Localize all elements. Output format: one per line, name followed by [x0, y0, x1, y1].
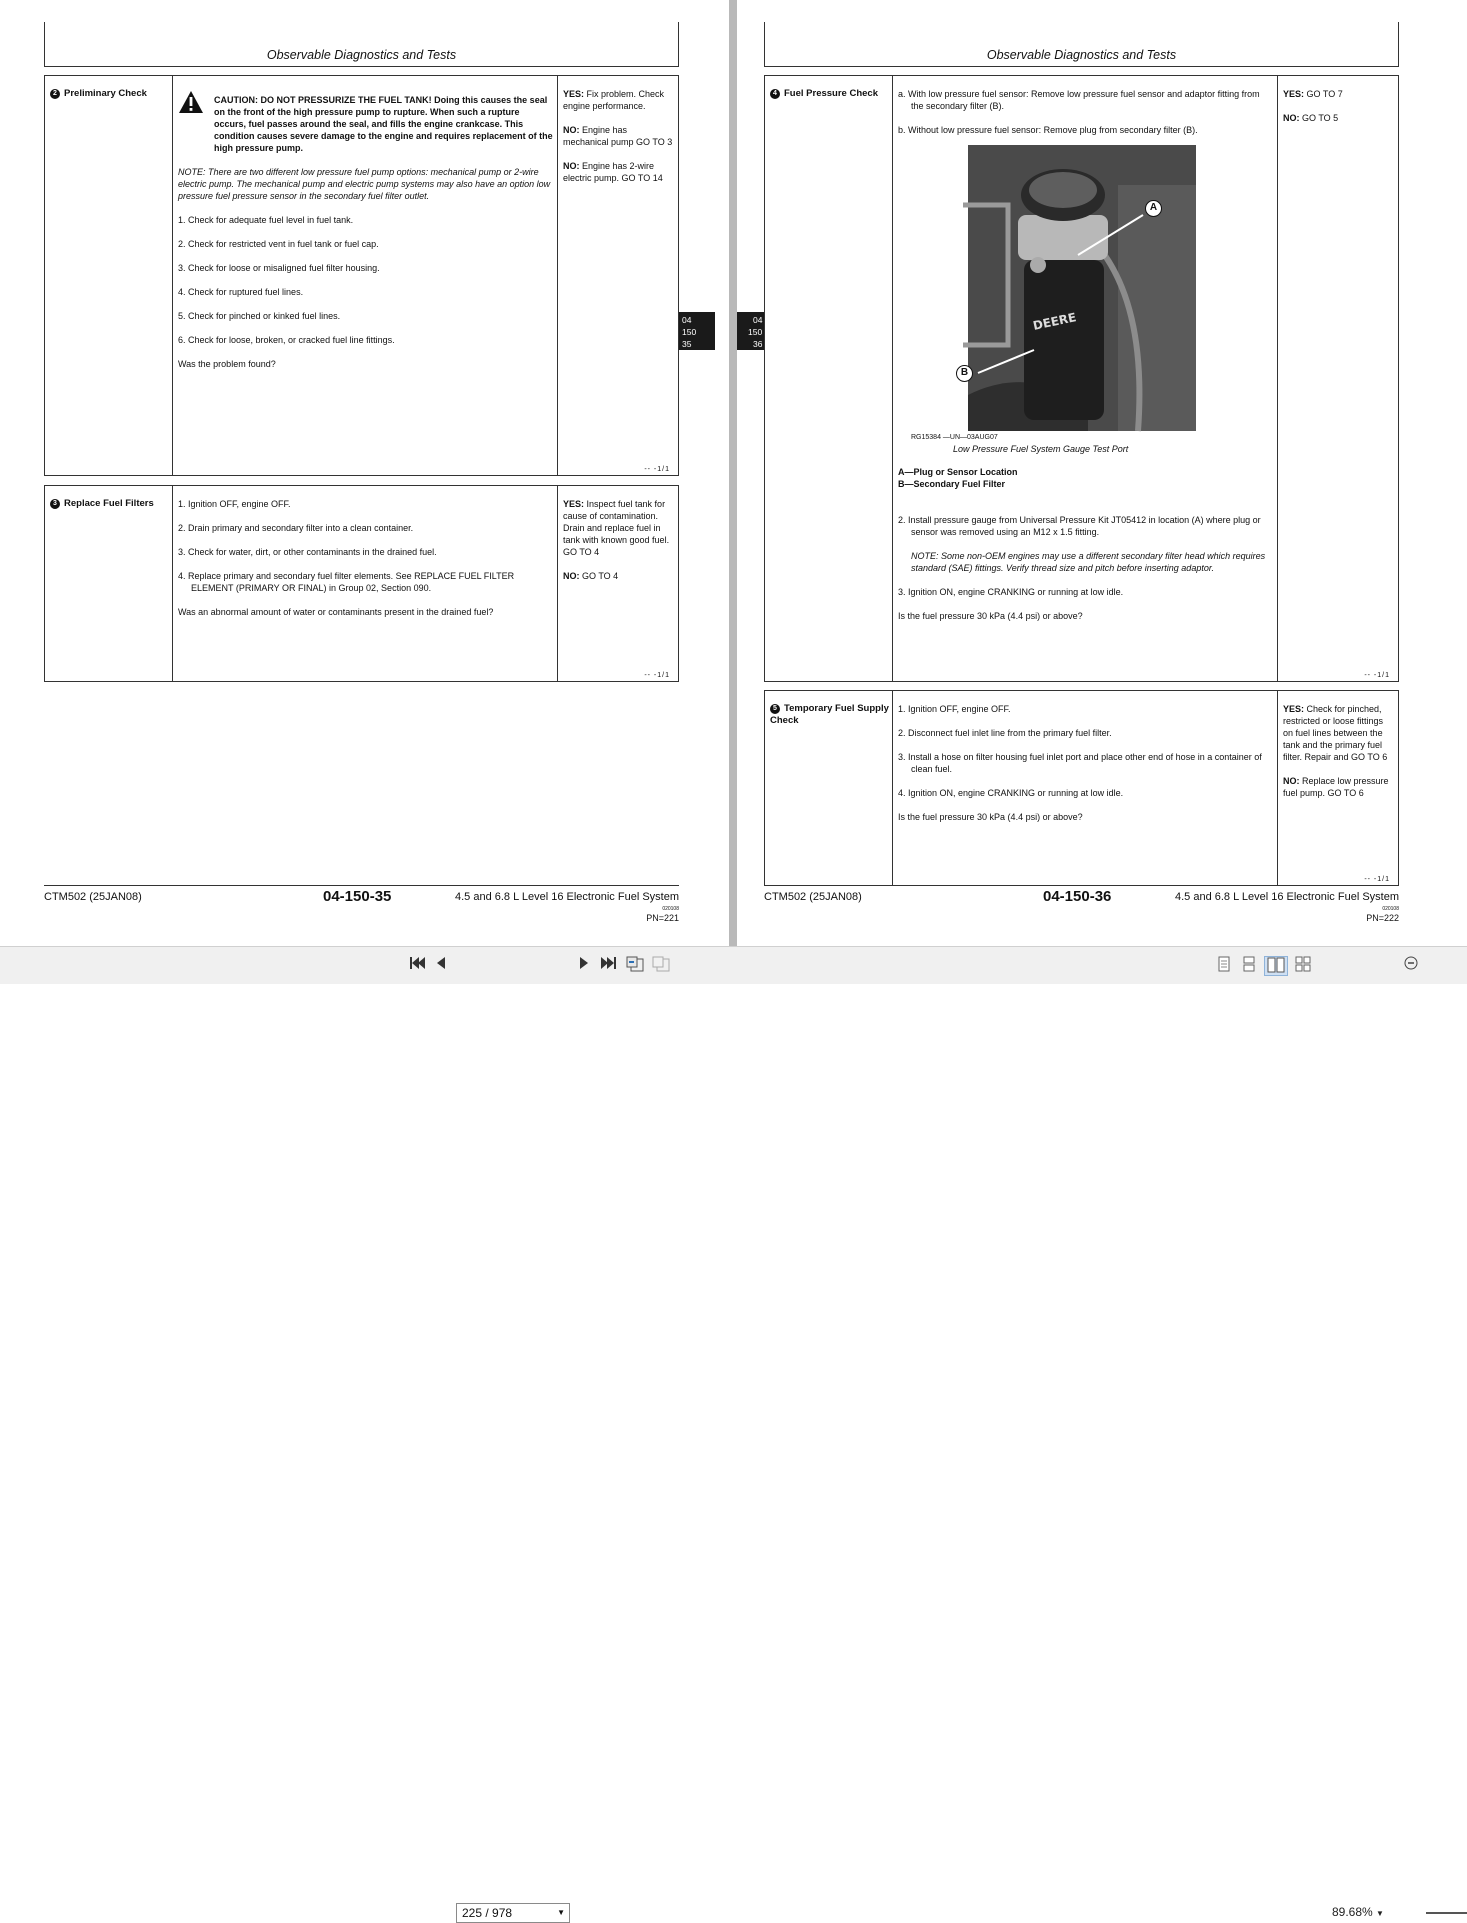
two-page-icon[interactable]	[1264, 956, 1288, 976]
header-title: Observable Diagnostics and Tests	[266, 48, 457, 62]
question-text: Is the fuel pressure 30 kPa (4.4 psi) or above?	[898, 611, 1083, 621]
question-text: Is the fuel pressure 30 kPa (4.4 psi) or above?	[898, 812, 1083, 822]
zoom-out-icon[interactable]	[1402, 956, 1420, 976]
page-left	[0, 0, 729, 946]
step-item: 3. Check for loose or misaligned fuel filter housing.	[178, 263, 380, 273]
answer-item: YES: Inspect fuel tank for cause of contamination. Drain and replace fuel in tank with known good fuel. GO TO 4	[563, 499, 670, 557]
back-view-icon[interactable]	[625, 956, 645, 976]
step-item: 1. Ignition OFF, engine OFF.	[898, 704, 1011, 714]
answers	[563, 498, 674, 594]
answer-item: NO: Replace low pressure fuel pump. GO TO 6	[1283, 776, 1389, 798]
figure-caption: Low Pressure Fuel System Gauge Test Port	[953, 444, 1129, 454]
figure-legend: A—Plug or Sensor Location B—Secondary Fuel Filter	[898, 467, 1018, 489]
two-page-continuous-icon[interactable]	[1294, 956, 1312, 976]
chevron-down-icon[interactable]: ▼	[1376, 1909, 1384, 1918]
header-title: Observable Diagnostics and Tests	[986, 48, 1177, 62]
step-item: 4. Ignition ON, engine CRANKING or running at low idle.	[898, 788, 1124, 798]
footer-page-number: 04-150-35	[323, 888, 392, 905]
warning-icon	[178, 90, 204, 114]
footer-pn: PN=222	[1366, 913, 1399, 923]
end-mark: -- -1/1	[644, 466, 670, 473]
continuous-icon[interactable]	[1240, 956, 1258, 976]
prev-page-icon[interactable]	[432, 956, 450, 976]
section-title: 4 Fuel Pressure Check	[770, 88, 890, 100]
answers	[1283, 88, 1394, 136]
step-item: 4. Replace primary and secondary fuel filter elements. See REPLACE FUEL FILTER ELEMENT (PRIMARY OR FINAL) in Group 02, Section 090.	[178, 571, 515, 593]
callout-a: A	[1145, 200, 1162, 217]
answer-item: YES: GO TO 7	[1283, 89, 1343, 99]
answer-item: YES: Check for pinched, restricted or loose fittings on fuel lines between the tank and the primary fuel filter. Repair and GO TO 6	[1283, 704, 1388, 762]
step-item: 6. Check for loose, broken, or cracked fuel line fittings.	[178, 335, 395, 345]
viewer-toolbar	[0, 946, 1467, 1920]
footer-title: 4.5 and 6.8 L Level 16 Electronic Fuel System	[1175, 891, 1399, 903]
document-viewer[interactable]	[0, 0, 1467, 946]
chevron-down-icon[interactable]: ▼	[557, 1908, 565, 1917]
last-page-icon[interactable]	[598, 956, 620, 976]
step-item: 2. Drain primary and secondary filter into a clean container.	[178, 523, 414, 533]
page-header	[764, 22, 1399, 67]
page-divider	[729, 0, 737, 946]
zoom-slider[interactable]	[1426, 1912, 1467, 1914]
footer-doc-id: CTM502 (25JAN08)	[44, 891, 142, 903]
section-fuel-pressure-check	[764, 75, 1399, 682]
section-tab: 04 150 35	[679, 312, 715, 350]
answers	[563, 88, 674, 196]
note-text: NOTE: There are two different low pressure fuel pump options: mechanical pump or 2-wire electric pump. The mechanical pump and electric pump systems may also have an option low pressure fuel pressure sensor in the secondary fuel filter outlet.	[178, 167, 551, 201]
step-item: 1. Check for adequate fuel level in fuel tank.	[178, 215, 354, 225]
footer-date-code: 020108	[662, 906, 679, 912]
end-mark: -- -1/1	[1364, 876, 1390, 883]
section-title: 2 Preliminary Check	[50, 88, 170, 100]
step-item: b. Without low pressure fuel sensor: Remove plug from secondary filter (B).	[898, 125, 1198, 135]
page-footer	[764, 885, 1399, 930]
single-page-icon[interactable]	[1215, 956, 1233, 976]
answer-item: YES: Fix problem. Check engine performance.	[563, 89, 665, 111]
step-item: 3. Install a hose on filter housing fuel inlet port and place other end of hose in a container of clean fuel.	[898, 752, 1262, 774]
step-item: a. With low pressure fuel sensor: Remove low pressure fuel sensor and adaptor fitting from the secondary filter (B).	[898, 89, 1260, 111]
caution-block: CAUTION: DO NOT PRESSURIZE THE FUEL TANK! Doing this causes the seal on the front of the high pressure pump to rupture. When such a rupture occurs, fuel passes around the seal, and fills the engine crankcase. This condition causes severe damage to the engine and requires replacement of the high pressure pump.	[178, 94, 553, 154]
step-item: 2. Install pressure gauge from Universal Pressure Kit JT05412 in location (A) where plug or sensor was removed using an M12 x 1.5 fitting.	[898, 515, 1261, 537]
fuel-filter-photo	[960, 145, 1196, 431]
section-preliminary-check	[44, 75, 679, 476]
footer-title: 4.5 and 6.8 L Level 16 Electronic Fuel System	[455, 891, 679, 903]
step-item: 2. Check for restricted vent in fuel tank or fuel cap.	[178, 239, 379, 249]
section-replace-fuel-filters	[44, 485, 679, 682]
step-item: 4. Check for ruptured fuel lines.	[178, 287, 304, 297]
callout-b: B	[956, 365, 973, 382]
forward-view-icon[interactable]	[651, 956, 671, 976]
footer-doc-id: CTM502 (25JAN08)	[764, 891, 862, 903]
page-right	[737, 0, 1466, 946]
page-header	[44, 22, 679, 67]
section-tab: 04 150 36	[737, 312, 764, 350]
step-item: 2. Disconnect fuel inlet line from the primary fuel filter.	[898, 728, 1112, 738]
answers	[1283, 703, 1394, 811]
next-page-icon[interactable]	[575, 956, 593, 976]
answer-item: NO: Engine has mechanical pump GO TO 3	[563, 125, 673, 147]
answer-item: NO: GO TO 4	[563, 571, 619, 581]
page-number-input[interactable]: 225 / 978 ▼	[456, 1903, 570, 1923]
footer-date-code: 020108	[1382, 906, 1399, 912]
step-item: 3. Ignition ON, engine CRANKING or running at low idle.	[898, 587, 1124, 597]
end-mark: -- -1/1	[1364, 672, 1390, 679]
zoom-level[interactable]: 89.68% ▼	[1332, 1905, 1384, 1919]
section-title: 5 Temporary Fuel Supply Check	[770, 703, 889, 726]
first-page-icon[interactable]	[406, 956, 428, 976]
section-title: 3 Replace Fuel Filters	[50, 498, 170, 510]
figure-id: RG15384 —UN—03AUG07	[911, 434, 998, 441]
question-text: Was an abnormal amount of water or contaminants present in the drained fuel?	[178, 607, 494, 617]
page-footer	[44, 885, 679, 930]
step-item: 5. Check for pinched or kinked fuel lines.	[178, 311, 341, 321]
photo-brand-text: DEERE	[1031, 310, 1078, 333]
end-mark: -- -1/1	[644, 672, 670, 679]
step-item: 3. Check for water, dirt, or other contaminants in the drained fuel.	[178, 547, 437, 557]
question-text: Was the problem found?	[178, 359, 276, 369]
footer-page-number: 04-150-36	[1043, 888, 1112, 905]
section-temporary-fuel-supply-check	[764, 690, 1399, 886]
answer-item: NO: Engine has 2-wire electric pump. GO TO 14	[563, 161, 663, 183]
footer-pn: PN=221	[646, 913, 679, 923]
note-text: NOTE: Some non-OEM engines may use a different secondary filter head which requires standard (SAE) fittings. Verify thread size and pitch before inserting adaptor.	[911, 551, 1266, 573]
step-item: 1. Ignition OFF, engine OFF.	[178, 499, 291, 509]
answer-item: NO: GO TO 5	[1283, 113, 1339, 123]
